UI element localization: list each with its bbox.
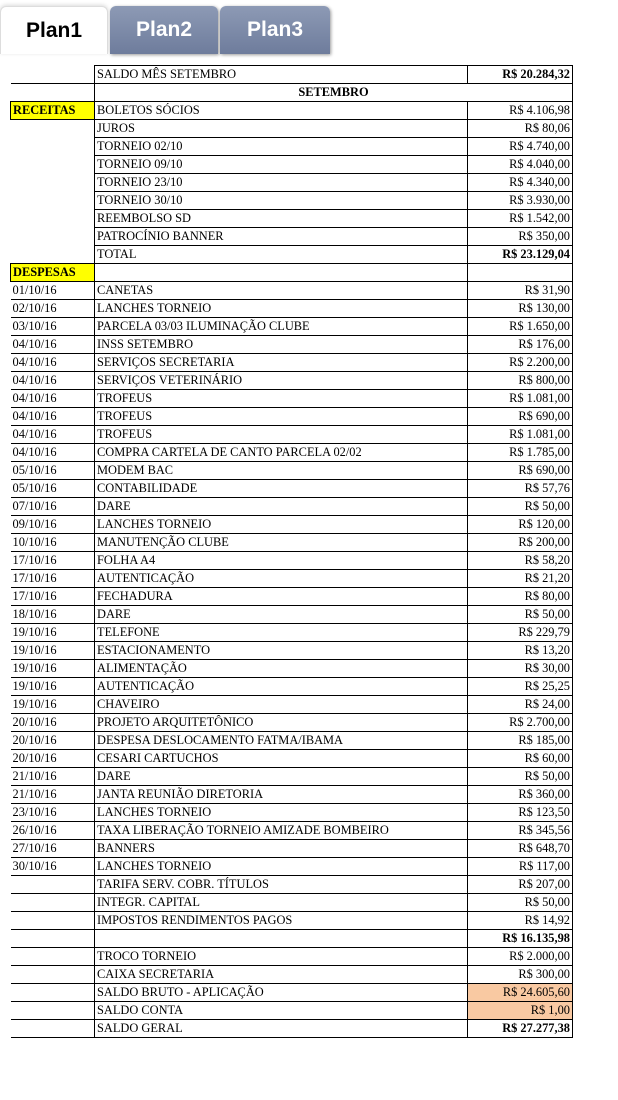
- despesas-label[interactable]: DESPESAS: [11, 264, 95, 282]
- empty-cell[interactable]: [11, 948, 95, 966]
- despesa-row: [11, 426, 573, 444]
- month-header[interactable]: SETEMBRO: [95, 84, 573, 102]
- spreadsheet-grid: [10, 65, 572, 1038]
- despesa-value[interactable]: R$ 58,20: [468, 552, 573, 570]
- footer-row: [11, 948, 573, 966]
- despesa-row: [11, 444, 573, 462]
- despesa-date[interactable]: 17/10/16: [11, 552, 95, 570]
- despesa-date[interactable]: 30/10/16: [11, 858, 95, 876]
- despesa-value[interactable]: R$ 200,00: [468, 534, 573, 552]
- receita-description[interactable]: BOLETOS SÓCIOS: [95, 102, 468, 120]
- despesa-description[interactable]: BANNERS: [95, 840, 468, 858]
- despesa-value[interactable]: R$ 25,25: [468, 678, 573, 696]
- despesa-value[interactable]: R$ 2.200,00: [468, 354, 573, 372]
- despesa-row: [11, 768, 573, 786]
- despesa-value[interactable]: R$ 50,00: [468, 498, 573, 516]
- despesa-date[interactable]: 21/10/16: [11, 768, 95, 786]
- despesa-date[interactable]: 19/10/16: [11, 696, 95, 714]
- empty-cell[interactable]: [11, 210, 95, 228]
- despesa-description[interactable]: AUTENTICAÇÃO: [95, 678, 468, 696]
- footer-row: [11, 1002, 573, 1020]
- despesa-value[interactable]: R$ 690,00: [468, 408, 573, 426]
- receita-description[interactable]: TORNEIO 02/10: [95, 138, 468, 156]
- despesa-value[interactable]: R$ 1.650,00: [468, 318, 573, 336]
- despesa-description[interactable]: LANCHES TORNEIO: [95, 804, 468, 822]
- month-header-row: [11, 84, 573, 102]
- despesa-value[interactable]: R$ 13,20: [468, 642, 573, 660]
- despesa-description[interactable]: CESARI CARTUCHOS: [95, 750, 468, 768]
- empty-cell[interactable]: [11, 192, 95, 210]
- despesa-row: [11, 786, 573, 804]
- despesa-row: [11, 822, 573, 840]
- despesa-value[interactable]: R$ 117,00: [468, 858, 573, 876]
- receita-value[interactable]: R$ 4.340,00: [468, 174, 573, 192]
- despesa-row: [11, 390, 573, 408]
- despesa-description[interactable]: CONTABILIDADE: [95, 480, 468, 498]
- despesa-description[interactable]: LANCHES TORNEIO: [95, 516, 468, 534]
- despesa-description[interactable]: INTEGR. CAPITAL: [95, 894, 468, 912]
- empty-cell[interactable]: [11, 120, 95, 138]
- empty-cell[interactable]: [11, 930, 95, 948]
- empty-cell[interactable]: [11, 1002, 95, 1020]
- footer-value[interactable]: R$ 27.277,38: [468, 1020, 573, 1038]
- despesa-date[interactable]: [11, 894, 95, 912]
- despesa-value[interactable]: R$ 1.081,00: [468, 426, 573, 444]
- empty-cell[interactable]: [11, 966, 95, 984]
- receita-description[interactable]: TORNEIO 23/10: [95, 174, 468, 192]
- despesa-row: [11, 912, 573, 930]
- empty-cell[interactable]: [95, 930, 468, 948]
- despesa-value[interactable]: R$ 60,00: [468, 750, 573, 768]
- despesa-description[interactable]: ESTACIONAMENTO: [95, 642, 468, 660]
- saldo-mes-value[interactable]: R$ 20.284,32: [468, 66, 573, 84]
- despesa-value[interactable]: R$ 123,50: [468, 804, 573, 822]
- despesa-value[interactable]: R$ 229,79: [468, 624, 573, 642]
- tab-plan2[interactable]: Plan2: [110, 6, 218, 54]
- despesa-row: [11, 462, 573, 480]
- footer-value[interactable]: R$ 300,00: [468, 966, 573, 984]
- despesa-value[interactable]: R$ 1.785,00: [468, 444, 573, 462]
- despesa-description[interactable]: FECHADURA: [95, 588, 468, 606]
- despesa-description[interactable]: DESPESA DESLOCAMENTO FATMA/IBAMA: [95, 732, 468, 750]
- receita-row: [11, 174, 573, 192]
- receita-description[interactable]: TORNEIO 30/10: [95, 192, 468, 210]
- receita-value[interactable]: R$ 4.040,00: [468, 156, 573, 174]
- footer-description[interactable]: CAIXA SECRETARIA: [95, 966, 468, 984]
- despesa-date[interactable]: 19/10/16: [11, 642, 95, 660]
- despesa-row: [11, 894, 573, 912]
- footer-row: [11, 966, 573, 984]
- despesa-value[interactable]: R$ 14,92: [468, 912, 573, 930]
- despesa-row: [11, 552, 573, 570]
- despesa-date[interactable]: 10/10/16: [11, 534, 95, 552]
- despesa-value[interactable]: R$ 21,20: [468, 570, 573, 588]
- despesa-date[interactable]: 04/10/16: [11, 426, 95, 444]
- despesa-value[interactable]: R$ 185,00: [468, 732, 573, 750]
- empty-cell[interactable]: [468, 264, 573, 282]
- despesa-value[interactable]: R$ 50,00: [468, 606, 573, 624]
- despesa-date[interactable]: 04/10/16: [11, 336, 95, 354]
- receita-value[interactable]: R$ 4.106,98: [468, 102, 573, 120]
- despesa-date[interactable]: 17/10/16: [11, 588, 95, 606]
- receitas-label[interactable]: RECEITAS: [11, 102, 95, 120]
- empty-cell[interactable]: [11, 228, 95, 246]
- despesas-header-row: [11, 264, 573, 282]
- financial-table: [10, 65, 573, 1038]
- despesa-row: [11, 714, 573, 732]
- despesa-row: [11, 516, 573, 534]
- despesa-description[interactable]: LANCHES TORNEIO: [95, 858, 468, 876]
- empty-cell[interactable]: [11, 84, 95, 102]
- despesa-row: [11, 354, 573, 372]
- despesa-row: [11, 534, 573, 552]
- despesa-value[interactable]: R$ 50,00: [468, 768, 573, 786]
- despesa-date[interactable]: 02/10/16: [11, 300, 95, 318]
- footer-row: [11, 1020, 573, 1038]
- despesa-date[interactable]: 19/10/16: [11, 660, 95, 678]
- despesa-date[interactable]: 20/10/16: [11, 732, 95, 750]
- footer-description[interactable]: SALDO BRUTO - APLICAÇÃO: [95, 984, 468, 1002]
- despesa-date[interactable]: 04/10/16: [11, 444, 95, 462]
- despesa-row: [11, 318, 573, 336]
- empty-cell[interactable]: [11, 66, 95, 84]
- receita-value[interactable]: R$ 80,06: [468, 120, 573, 138]
- despesa-date[interactable]: 04/10/16: [11, 372, 95, 390]
- despesa-description[interactable]: PARCELA 03/03 ILUMINAÇÃO CLUBE: [95, 318, 468, 336]
- despesa-row: [11, 678, 573, 696]
- despesa-description[interactable]: TAXA LIBERAÇÃO TORNEIO AMIZADE BOMBEIRO: [95, 822, 468, 840]
- footer-value[interactable]: R$ 24.605,60: [468, 984, 573, 1002]
- tab-plan1[interactable]: Plan1: [0, 6, 108, 54]
- receitas-total-label[interactable]: TOTAL: [95, 246, 468, 264]
- despesa-date[interactable]: 09/10/16: [11, 516, 95, 534]
- despesa-value[interactable]: R$ 2.700,00: [468, 714, 573, 732]
- despesa-row: [11, 498, 573, 516]
- despesa-row: [11, 606, 573, 624]
- despesa-value[interactable]: R$ 24,00: [468, 696, 573, 714]
- despesa-date[interactable]: 05/10/16: [11, 480, 95, 498]
- despesa-row: [11, 588, 573, 606]
- despesa-description[interactable]: MANUTENÇÃO CLUBE: [95, 534, 468, 552]
- receita-row: [11, 102, 573, 120]
- receita-description[interactable]: JUROS: [95, 120, 468, 138]
- despesa-date[interactable]: [11, 876, 95, 894]
- sheet-tab-bar: [0, 0, 618, 56]
- despesa-description[interactable]: DARE: [95, 606, 468, 624]
- despesa-description[interactable]: ALIMENTAÇÃO: [95, 660, 468, 678]
- receita-row: [11, 156, 573, 174]
- despesa-description[interactable]: SERVIÇOS SECRETARIA: [95, 354, 468, 372]
- despesa-description[interactable]: MODEM BAC: [95, 462, 468, 480]
- despesa-description[interactable]: COMPRA CARTELA DE CANTO PARCELA 02/02: [95, 444, 468, 462]
- despesa-date[interactable]: 20/10/16: [11, 750, 95, 768]
- despesa-date[interactable]: 04/10/16: [11, 354, 95, 372]
- despesa-value[interactable]: R$ 800,00: [468, 372, 573, 390]
- despesa-date[interactable]: 05/10/16: [11, 462, 95, 480]
- despesa-value[interactable]: R$ 1.081,00: [468, 390, 573, 408]
- despesa-description[interactable]: CHAVEIRO: [95, 696, 468, 714]
- empty-cell[interactable]: [11, 156, 95, 174]
- footer-description[interactable]: SALDO GERAL: [95, 1020, 468, 1038]
- despesa-description[interactable]: DARE: [95, 768, 468, 786]
- footer-value[interactable]: R$ 1,00: [468, 1002, 573, 1020]
- footer-description[interactable]: TROCO TORNEIO: [95, 948, 468, 966]
- despesa-date[interactable]: 03/10/16: [11, 318, 95, 336]
- receita-description[interactable]: TORNEIO 09/10: [95, 156, 468, 174]
- receita-row: [11, 138, 573, 156]
- despesa-description[interactable]: PROJETO ARQUITETÔNICO: [95, 714, 468, 732]
- footer-description[interactable]: SALDO CONTA: [95, 1002, 468, 1020]
- saldo-mes-row: [11, 66, 573, 84]
- despesas-total-row: [11, 930, 573, 948]
- despesa-row: [11, 660, 573, 678]
- despesa-row: [11, 408, 573, 426]
- receitas-total-row: [11, 246, 573, 264]
- despesa-description[interactable]: TROFEUS: [95, 408, 468, 426]
- despesa-description[interactable]: LANCHES TORNEIO: [95, 300, 468, 318]
- despesa-date[interactable]: 04/10/16: [11, 408, 95, 426]
- despesa-value[interactable]: R$ 176,00: [468, 336, 573, 354]
- despesa-description[interactable]: FOLHA A4: [95, 552, 468, 570]
- despesa-description[interactable]: AUTENTICAÇÃO: [95, 570, 468, 588]
- despesa-row: [11, 696, 573, 714]
- despesa-date[interactable]: 19/10/16: [11, 678, 95, 696]
- footer-row: [11, 984, 573, 1002]
- receita-value[interactable]: R$ 350,00: [468, 228, 573, 246]
- despesa-value[interactable]: R$ 207,00: [468, 876, 573, 894]
- receita-value[interactable]: R$ 4.740,00: [468, 138, 573, 156]
- footer-value[interactable]: R$ 2.000,00: [468, 948, 573, 966]
- despesa-row: [11, 858, 573, 876]
- despesa-description[interactable]: SERVIÇOS VETERINÁRIO: [95, 372, 468, 390]
- despesa-value[interactable]: R$ 30,00: [468, 660, 573, 678]
- despesa-date[interactable]: 23/10/16: [11, 804, 95, 822]
- despesa-value[interactable]: R$ 360,00: [468, 786, 573, 804]
- despesa-row: [11, 750, 573, 768]
- despesa-date[interactable]: [11, 912, 95, 930]
- despesa-description[interactable]: CANETAS: [95, 282, 468, 300]
- empty-cell[interactable]: [11, 246, 95, 264]
- empty-cell[interactable]: [95, 264, 468, 282]
- despesa-description[interactable]: TROFEUS: [95, 390, 468, 408]
- empty-cell[interactable]: [11, 984, 95, 1002]
- despesa-description[interactable]: TROFEUS: [95, 426, 468, 444]
- despesa-date[interactable]: 20/10/16: [11, 714, 95, 732]
- despesa-row: [11, 372, 573, 390]
- despesa-date[interactable]: 17/10/16: [11, 570, 95, 588]
- despesa-description[interactable]: TELEFONE: [95, 624, 468, 642]
- despesa-value[interactable]: R$ 80,00: [468, 588, 573, 606]
- receita-description[interactable]: PATROCÍNIO BANNER: [95, 228, 468, 246]
- empty-cell[interactable]: [11, 138, 95, 156]
- receita-row: [11, 120, 573, 138]
- despesa-value[interactable]: R$ 120,00: [468, 516, 573, 534]
- despesa-description[interactable]: IMPOSTOS RENDIMENTOS PAGOS: [95, 912, 468, 930]
- despesa-description[interactable]: INSS SETEMBRO: [95, 336, 468, 354]
- despesa-value[interactable]: R$ 31,90: [468, 282, 573, 300]
- saldo-mes-label[interactable]: SALDO MÊS SETEMBRO: [95, 66, 468, 84]
- despesa-row: [11, 282, 573, 300]
- despesa-value[interactable]: R$ 648,70: [468, 840, 573, 858]
- receitas-total-value[interactable]: R$ 23.129,04: [468, 246, 573, 264]
- receita-value[interactable]: R$ 1.542,00: [468, 210, 573, 228]
- receita-row: [11, 210, 573, 228]
- tab-plan3[interactable]: Plan3: [220, 6, 330, 54]
- despesa-row: [11, 840, 573, 858]
- despesa-description[interactable]: DARE: [95, 498, 468, 516]
- despesa-row: [11, 336, 573, 354]
- despesa-date[interactable]: 27/10/16: [11, 840, 95, 858]
- despesa-row: [11, 804, 573, 822]
- despesa-value[interactable]: R$ 57,76: [468, 480, 573, 498]
- despesa-date[interactable]: 26/10/16: [11, 822, 95, 840]
- despesa-value[interactable]: R$ 345,56: [468, 822, 573, 840]
- despesa-date[interactable]: 01/10/16: [11, 282, 95, 300]
- despesa-value[interactable]: R$ 130,00: [468, 300, 573, 318]
- empty-cell[interactable]: [11, 174, 95, 192]
- despesa-row: [11, 300, 573, 318]
- despesas-total-value[interactable]: R$ 16.135,98: [468, 930, 573, 948]
- despesa-date[interactable]: 18/10/16: [11, 606, 95, 624]
- despesa-row: [11, 876, 573, 894]
- despesa-row: [11, 624, 573, 642]
- receita-description[interactable]: REEMBOLSO SD: [95, 210, 468, 228]
- despesa-value[interactable]: R$ 690,00: [468, 462, 573, 480]
- despesa-date[interactable]: 19/10/16: [11, 624, 95, 642]
- despesa-row: [11, 570, 573, 588]
- despesa-date[interactable]: 21/10/16: [11, 786, 95, 804]
- despesa-value[interactable]: R$ 50,00: [468, 894, 573, 912]
- despesa-description[interactable]: JANTA REUNIÃO DIRETORIA: [95, 786, 468, 804]
- despesa-row: [11, 480, 573, 498]
- empty-cell[interactable]: [11, 1020, 95, 1038]
- despesa-date[interactable]: 07/10/16: [11, 498, 95, 516]
- receita-row: [11, 228, 573, 246]
- despesa-date[interactable]: 04/10/16: [11, 390, 95, 408]
- despesa-row: [11, 642, 573, 660]
- despesa-description[interactable]: TARIFA SERV. COBR. TÍTULOS: [95, 876, 468, 894]
- receita-row: [11, 192, 573, 210]
- despesa-row: [11, 732, 573, 750]
- receita-value[interactable]: R$ 3.930,00: [468, 192, 573, 210]
